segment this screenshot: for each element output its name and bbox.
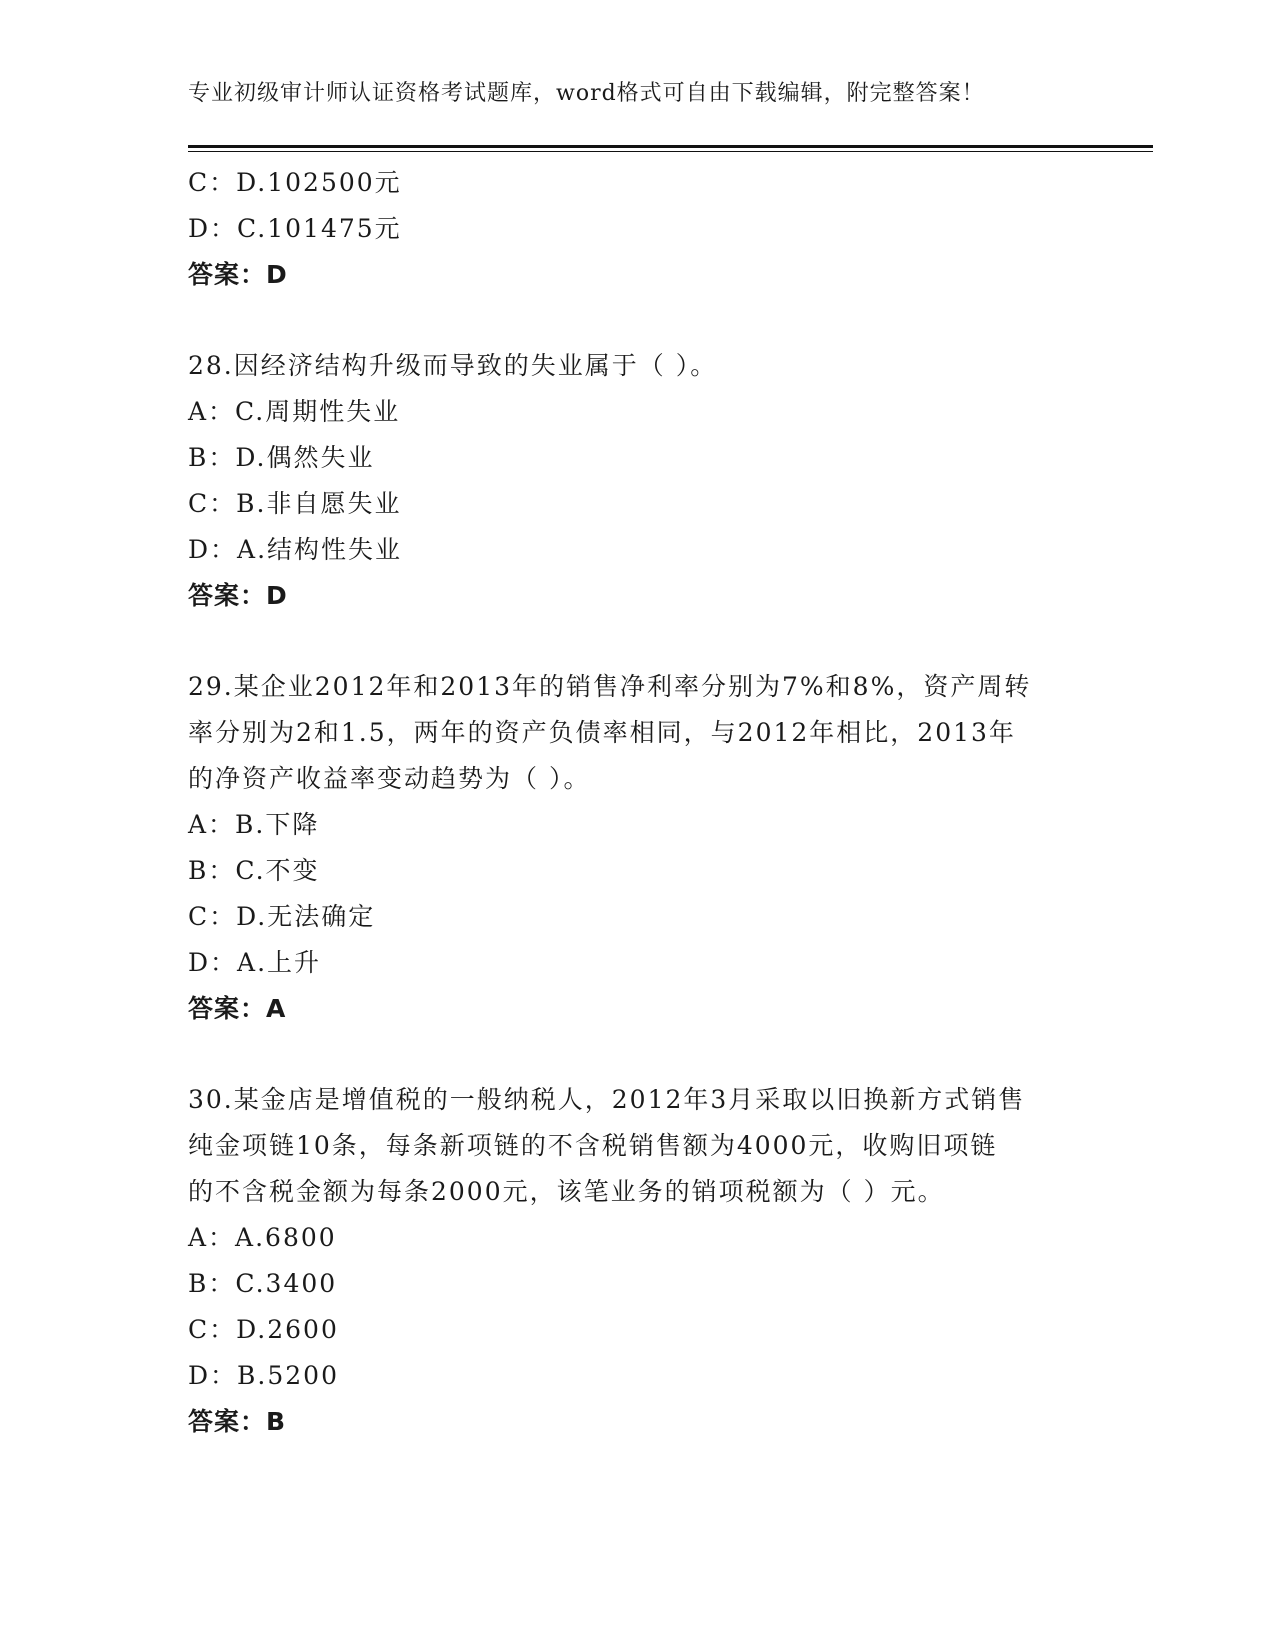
question-fragment [188, 160, 1088, 298]
stem-line: 率分别为2和1.5，两年的资产负债率相同，与2012年相比，2013年 [188, 718, 1016, 747]
option-c: C：D.102500元 [188, 168, 402, 197]
stem-line: 的净资产收益率变动趋势为（ ）。 [188, 764, 591, 793]
page-header-title: 专业初级审计师认证资格考试题库，word格式可自由下载编辑，附完整答案！ [188, 81, 985, 106]
question-29 [188, 664, 1088, 1032]
question-28 [188, 343, 1088, 619]
option-c: C：D.无法确定 [188, 902, 376, 931]
option-a: A：C.周期性失业 [188, 397, 401, 426]
option-b: B：C.不变 [188, 856, 320, 885]
option-a: A：A.6800 [188, 1223, 337, 1252]
option-b: B：C.3400 [188, 1269, 338, 1298]
question-stem [188, 664, 1088, 802]
question-stem [188, 1077, 1088, 1215]
stem-line: 30.某金店是增值税的一般纳税人，2012年3月采取以旧换新方式销售 [188, 1085, 1026, 1114]
option-c: C：B.非自愿失业 [188, 489, 402, 518]
stem-line: 纯金项链10条，每条新项链的不含税销售额为4000元，收购旧项链 [188, 1131, 998, 1160]
option-d: D：A.结构性失业 [188, 535, 403, 564]
option-b: B：D.偶然失业 [188, 443, 375, 472]
answer-line: 答案：A [188, 994, 287, 1023]
answer-line: 答案：D [188, 260, 288, 289]
question-list [188, 160, 1088, 1445]
header-divider-thick [188, 145, 1153, 148]
header-divider-thin [188, 151, 1153, 152]
stem-line: 29.某企业2012年和2013年的销售净利率分别为7%和8%，资产周转 [188, 672, 1032, 701]
answer-line: 答案：B [188, 1407, 287, 1436]
stem-line: 的不含税金额为每条2000元，该笔业务的销项税额为（ ）元。 [188, 1177, 945, 1206]
answer-line: 答案：D [188, 581, 288, 610]
option-d: D：A.上升 [188, 948, 322, 977]
option-d: D：C.101475元 [188, 214, 402, 243]
option-c: C：D.2600 [188, 1315, 339, 1344]
question-30 [188, 1077, 1088, 1445]
stem-line: 28.因经济结构升级而导致的失业属于（ ）。 [188, 351, 718, 380]
option-d: D：B.5200 [188, 1361, 339, 1390]
option-a: A：B.下降 [188, 810, 320, 839]
question-stem [188, 343, 1088, 389]
